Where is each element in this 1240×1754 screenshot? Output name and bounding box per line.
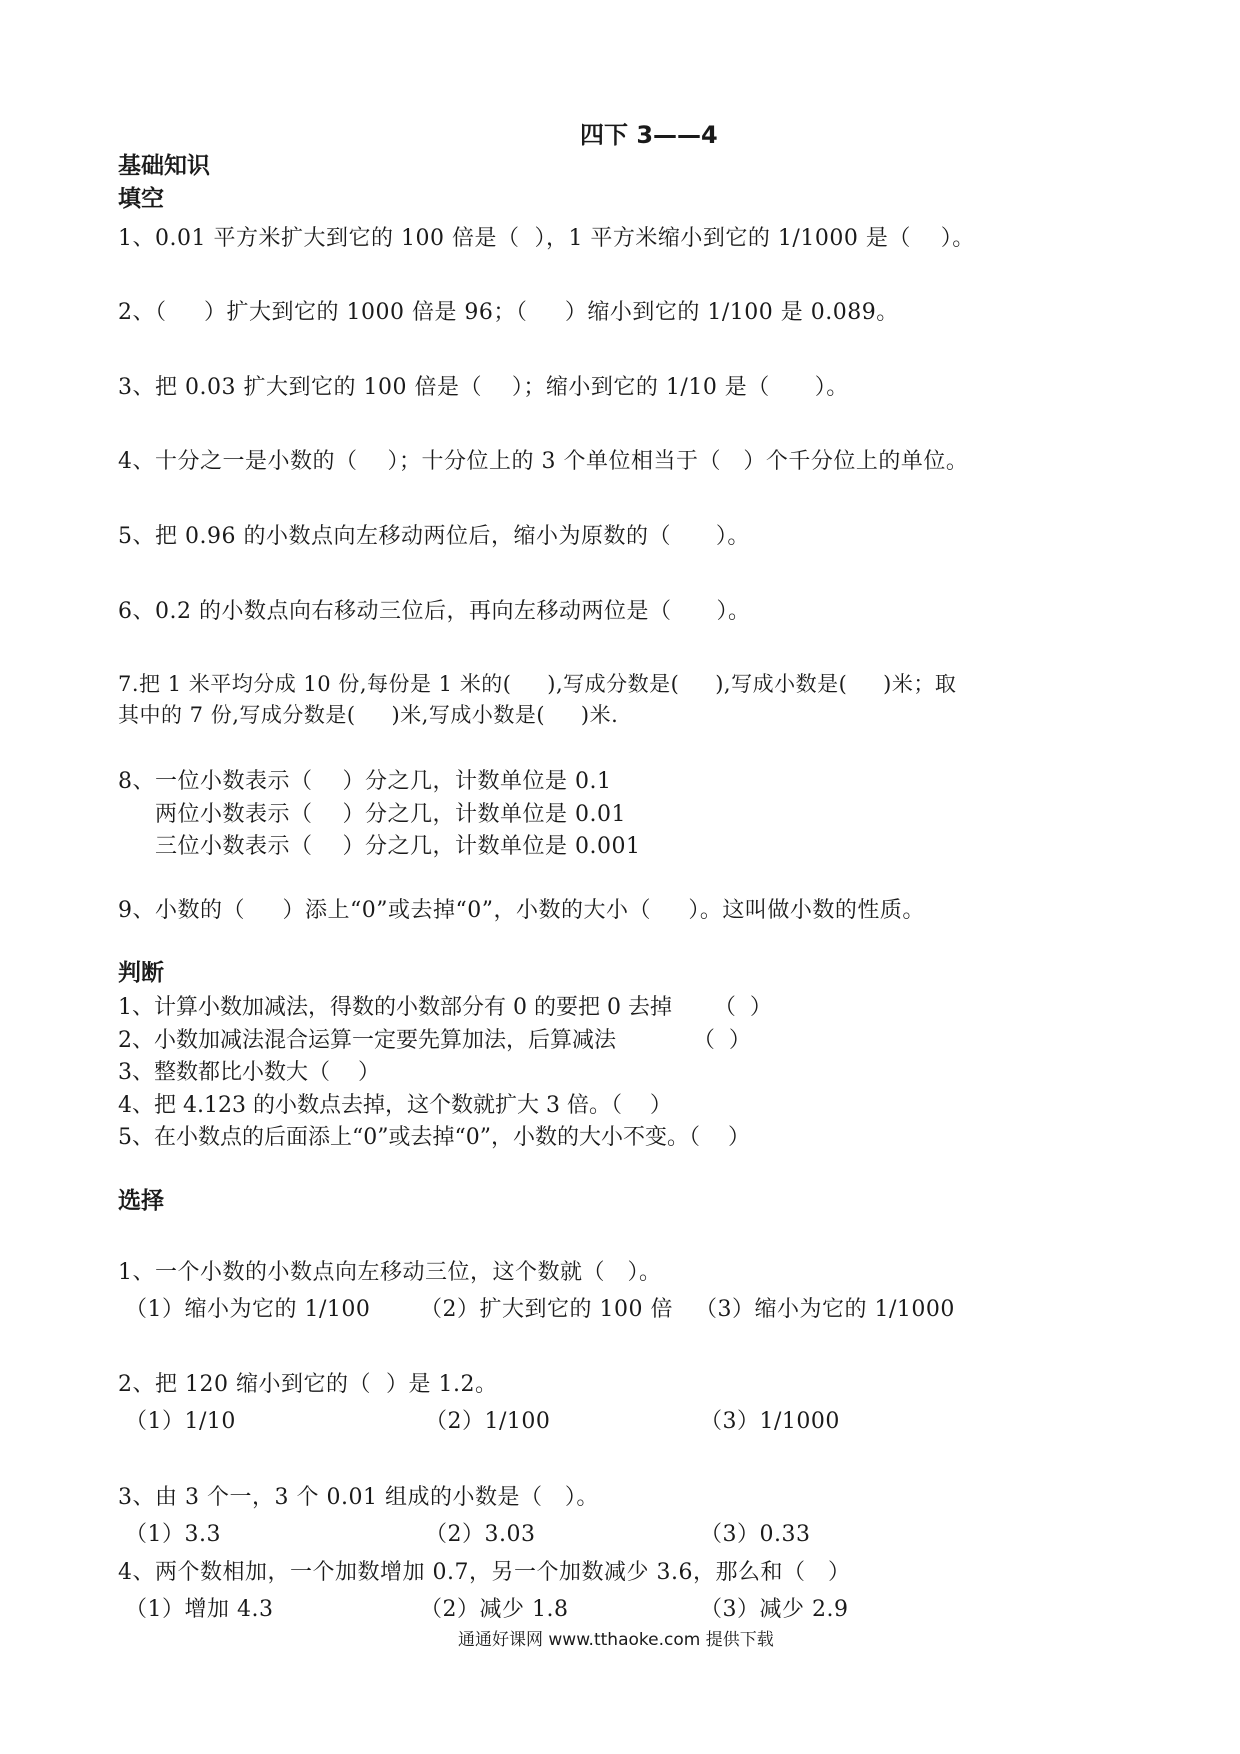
choice-3-option-3: （3）0.33: [700, 1522, 811, 1547]
section-judge: 判断: [118, 960, 164, 986]
judge-question-2: 2、小数加减法混合运算一定要先算加法，后算减法 （ ）: [118, 1028, 751, 1053]
choice-2-option-3: （3）1/1000: [700, 1409, 840, 1434]
judge-question-4: 4、把 4.123 的小数点去掉，这个数就扩大 3 倍。（ ）: [118, 1093, 672, 1118]
fill-question-1: 1、0.01 平方米扩大到它的 100 倍是（ ），1 平方米缩小到它的 1/1000 是（ ）。: [118, 226, 975, 251]
choice-2-option-1: （1）1/10: [125, 1409, 236, 1434]
fill-question-8-line1: 8、一位小数表示（ ）分之几，计数单位是 0.1: [118, 769, 612, 794]
page-footer: 通通好课网 www.tthaoke.com 提供下载: [458, 1630, 774, 1650]
fill-question-4: 4、十分之一是小数的（ ）；十分位上的 3 个单位相当于（ ）个千分位上的单位。: [118, 449, 969, 474]
choice-4-option-3: （3）减少 2.9: [700, 1597, 849, 1622]
fill-question-7-line2: 其中的 7 份,写成分数是( )米,写成小数是( )米.: [118, 703, 619, 727]
fill-question-6: 6、0.2 的小数点向右移动三位后，再向左移动两位是（ ）。: [118, 599, 751, 624]
choice-question-1: 1、一个小数的小数点向左移动三位，这个数就（ ）。: [118, 1260, 662, 1285]
section-choice: 选择: [118, 1188, 164, 1214]
fill-question-8-line2: 两位小数表示（ ）分之几，计数单位是 0.01: [155, 802, 626, 827]
fill-question-7-line1: 7.把 1 米平均分成 10 份,每份是 1 米的( ),写成分数是( ),写成小数是( )米；取: [118, 672, 957, 696]
choice-1-option-1: （1）缩小为它的 1/100: [125, 1297, 371, 1322]
page-title: 四下 3——4: [580, 121, 718, 149]
fill-question-9: 9、小数的（ ）添上“0”或去掉“0”，小数的大小（ ）。这叫做小数的性质。: [118, 898, 925, 923]
section-basic-knowledge: 基础知识: [118, 153, 210, 179]
choice-3-option-1: （1）3.3: [125, 1522, 221, 1547]
choice-question-4: 4、两个数相加，一个加数增加 0.7，另一个加数减少 3.6，那么和（ ）: [118, 1560, 851, 1585]
judge-question-1: 1、计算小数加减法，得数的小数部分有 0 的要把 0 去掉 （ ）: [118, 995, 772, 1020]
choice-3-option-2: （2）3.03: [425, 1522, 536, 1547]
choice-4-option-1: （1）增加 4.3: [125, 1597, 274, 1622]
choice-1-option-2: （2）扩大到它的 100 倍: [420, 1297, 673, 1322]
fill-question-3: 3、把 0.03 扩大到它的 100 倍是（ ）；缩小到它的 1/10 是（ ）。: [118, 375, 849, 400]
section-fill-blank: 填空: [118, 186, 164, 212]
choice-1-option-3: （3）缩小为它的 1/1000: [695, 1297, 955, 1322]
choice-question-3: 3、由 3 个一，3 个 0.01 组成的小数是（ ）。: [118, 1485, 599, 1510]
fill-question-2: 2、（ ）扩大到它的 1000 倍是 96；（ ）缩小到它的 1/100 是 0.089。: [118, 300, 899, 325]
choice-4-option-2: （2）减少 1.8: [420, 1597, 569, 1622]
judge-question-3: 3、整数都比小数大（ ）: [118, 1060, 380, 1085]
fill-question-5: 5、把 0.96 的小数点向左移动两位后，缩小为原数的（ ）。: [118, 524, 750, 549]
choice-question-2: 2、把 120 缩小到它的（ ）是 1.2。: [118, 1372, 498, 1397]
judge-question-5: 5、在小数点的后面添上“0”或去掉“0”，小数的大小不变。（ ）: [118, 1125, 750, 1150]
choice-2-option-2: （2）1/100: [425, 1409, 551, 1434]
fill-question-8-line3: 三位小数表示（ ）分之几，计数单位是 0.001: [155, 834, 641, 859]
